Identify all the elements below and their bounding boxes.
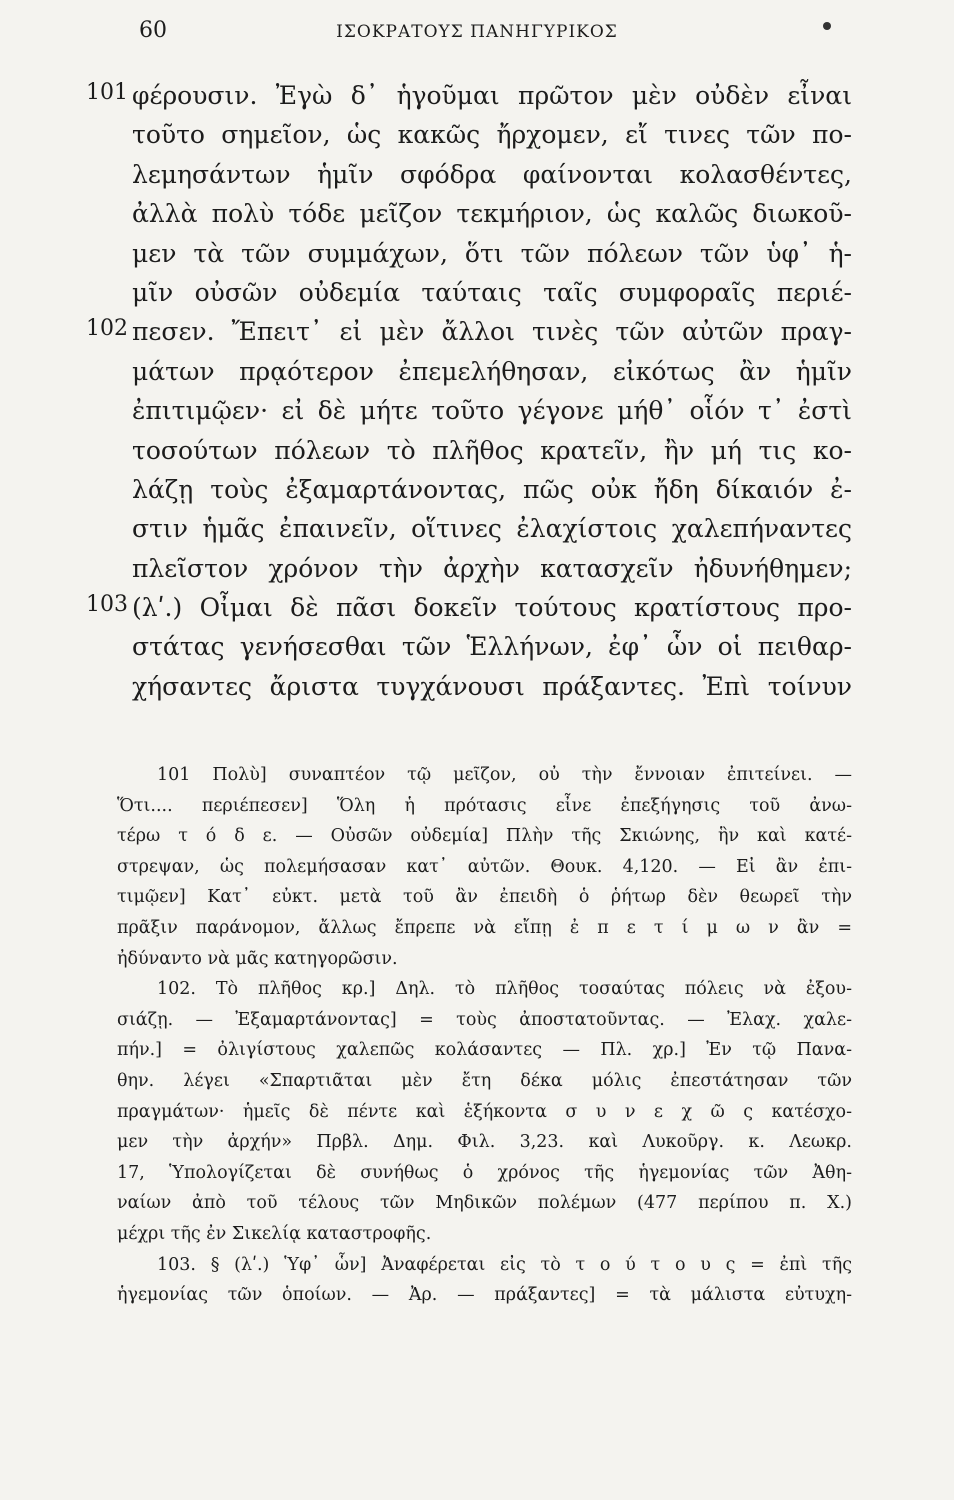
note-line: τέρω τ ό δ ε. — Οὐσῶν οὐδεμία] Πλὴν τῆς Σκιώνης, ἣν καὶ κατέ- [117,826,852,847]
text-line: μῖν οὐσῶν οὐδεμία ταύταις ταῖς συμφοραῖς περιέ- [132,277,852,307]
text-line: ἐπιτιμῷεν· εἰ δὲ μήτε τοῦτο γέγονε μήθ᾽ οἷόν τ᾽ ἐστὶ [132,396,852,426]
text-line: λεμησάντων ἡμῖν σφόδρα φαίνονται κολασθέντες, [132,159,852,189]
ink-dot [823,22,831,30]
text-line: λάζῃ τοὺς ἐξαμαρτάνοντας, πῶς οὐκ ἤδη δίκαιόν ἐ- [132,474,852,504]
note-line: τιμῷεν] Κατ᾽ εὐκτ. μετὰ τοῦ ἂν ἐπειδὴ ὁ ῥήτωρ δὲν θεωρεῖ τὴν [117,887,852,908]
note-line: 101 Πολὺ] συναπτέον τῷ μεῖζον, οὐ τὴν ἔννοιαν ἐπιτείνει. — [157,765,852,785]
text-line: τοσούτων πόλεων τὸ πλῆθος κρατεῖν, ἢν μή τις κο- [132,435,852,465]
margin-number-101: 101 [86,80,128,105]
note-line: ἡγεμονίας τῶν ὁποίων. — Ἀρ. — πράξαντες] = τὰ μάλιστα εὐτυχη- [117,1285,852,1306]
note-line: 103. § (λʹ.) Ὑφ᾽ ὧν] Ἀναφέρεται εἰς τὸ τ ο ύ τ ο υ ς = ἐπὶ τῆς [157,1254,852,1275]
note-line: μεν τὴν ἀρχήν» Πρβλ. Δημ. Φιλ. 3,23. καὶ Λυκοῦργ. κ. Λεωκρ. [117,1132,852,1153]
page-number: 60 [139,18,167,43]
main-text [132,76,852,706]
note-line: στρεψαν, ὡς πολεμήσασαν κατ᾽ αὐτῶν. Θουκ. 4,120. — Εἰ ἂν ἐπι- [117,856,852,877]
text-line: μάτων πρᾳότερον ἐπεμελήθησαν, εἰκότως ἂν ἡμῖν [132,356,852,386]
note-line: πήν.] = ὀλιγίστους χαλεπῶς κολάσαντες — Πλ. χρ.] Ἐν τῷ Πανα- [117,1040,852,1061]
text-line: φέρουσιν. Ἐγὼ δ᾽ ἡγοῦμαι πρῶτον μὲν οὐδὲν εἶναι [132,81,852,110]
text-line: μεν τὰ τῶν συμμάχων, ὅτι τῶν πόλεων τῶν ὑφ᾽ ἡ- [132,238,852,268]
note-line: μέχρι τῆς ἐν Σικελίᾳ καταστροφῆς. [117,1223,432,1244]
text-line: (λʹ.) Οἶμαι δὲ πᾶσι δοκεῖν τούτους κρατίστους προ- [132,593,852,623]
margin-number-102: 102 [86,316,128,341]
note-line: 102. Τὸ πλῆθος κρ.] Δηλ. τὸ πλῆθος τοσαύτας πόλεις νὰ ἐξου- [157,979,852,1000]
text-line: χήσαντες ἄριστα τυγχάνουσι πράξαντες. Ἐπὶ τοίνυν [132,671,852,701]
note-line: πρᾶξιν παράνομον, ἄλλως ἔπρεπε νὰ εἴπῃ ἐ π ε τ ί μ ω ν ἂν = [117,917,852,938]
note-line: πραγμάτων· ἡμεῖς δὲ πέντε καὶ ἑξήκοντα σ υ ν ε χ ῶ ς κατέσχο- [117,1101,852,1122]
text-line: στάτας γενήσεσθαι τῶν Ἑλλήνων, ἐφ᾽ ὧν οἱ πειθαρ- [132,632,852,662]
note-line: Ὅτι.... περιέπεσεν] Ὅλη ἡ πρότασις εἶνε ἐπεξήγησις τοῦ ἀνω- [117,795,852,816]
note-line: σιάζῃ. — Ἐξαμαρτάνοντας] = τοὺς ἀποστατοῦντας. — Ἐλαχ. χαλε- [117,1009,852,1030]
note-line: ναίων ἀπὸ τοῦ τέλους τῶν Μηδικῶν πολέμων (477 περίπου π. Χ.) [117,1193,852,1214]
text-line: πεσεν. Ἔπειτ᾽ εἰ μὲν ἄλλοι τινὲς τῶν αὐτῶν πραγ- [132,317,852,347]
margin-number-103: 103 [86,592,128,617]
text-line: τοῦτο σημεῖον, ὡς κακῶς ἤρχομεν, εἴ τινες τῶν πο- [132,120,852,150]
text-line: στιν ἡμᾶς ἐπαινεῖν, οἵτινες ἐλαχίστοις χαλεπήναντες [132,514,852,544]
commentary-notes [117,760,852,1311]
note-line: ἠδύναντο νὰ μᾶς κατηγορῶσιν. [117,948,398,969]
note-line: 17, Ὑπολογίζεται δὲ συνήθως ὁ χρόνος τῆς ἡγεμονίας τῶν Ἀθη- [117,1162,852,1183]
text-line: πλεῖστον χρόνον τὴν ἀρχὴν κατασχεῖν ἠδυνήθημεν; [132,553,852,583]
note-line: θην. λέγει «Σπαρτιᾶται μὲν ἔτη δέκα μόλις ἐπεστάτησαν τῶν [117,1070,852,1091]
text-line: ἀλλὰ πολὺ τόδε μεῖζον τεκμήριον, ὡς καλῶς διωκοῦ- [132,199,852,229]
running-title: ΙΣΟΚΡΑΤΟΥΣ ΠΑΝΗΓΥΡΙΚΟΣ [336,22,618,42]
